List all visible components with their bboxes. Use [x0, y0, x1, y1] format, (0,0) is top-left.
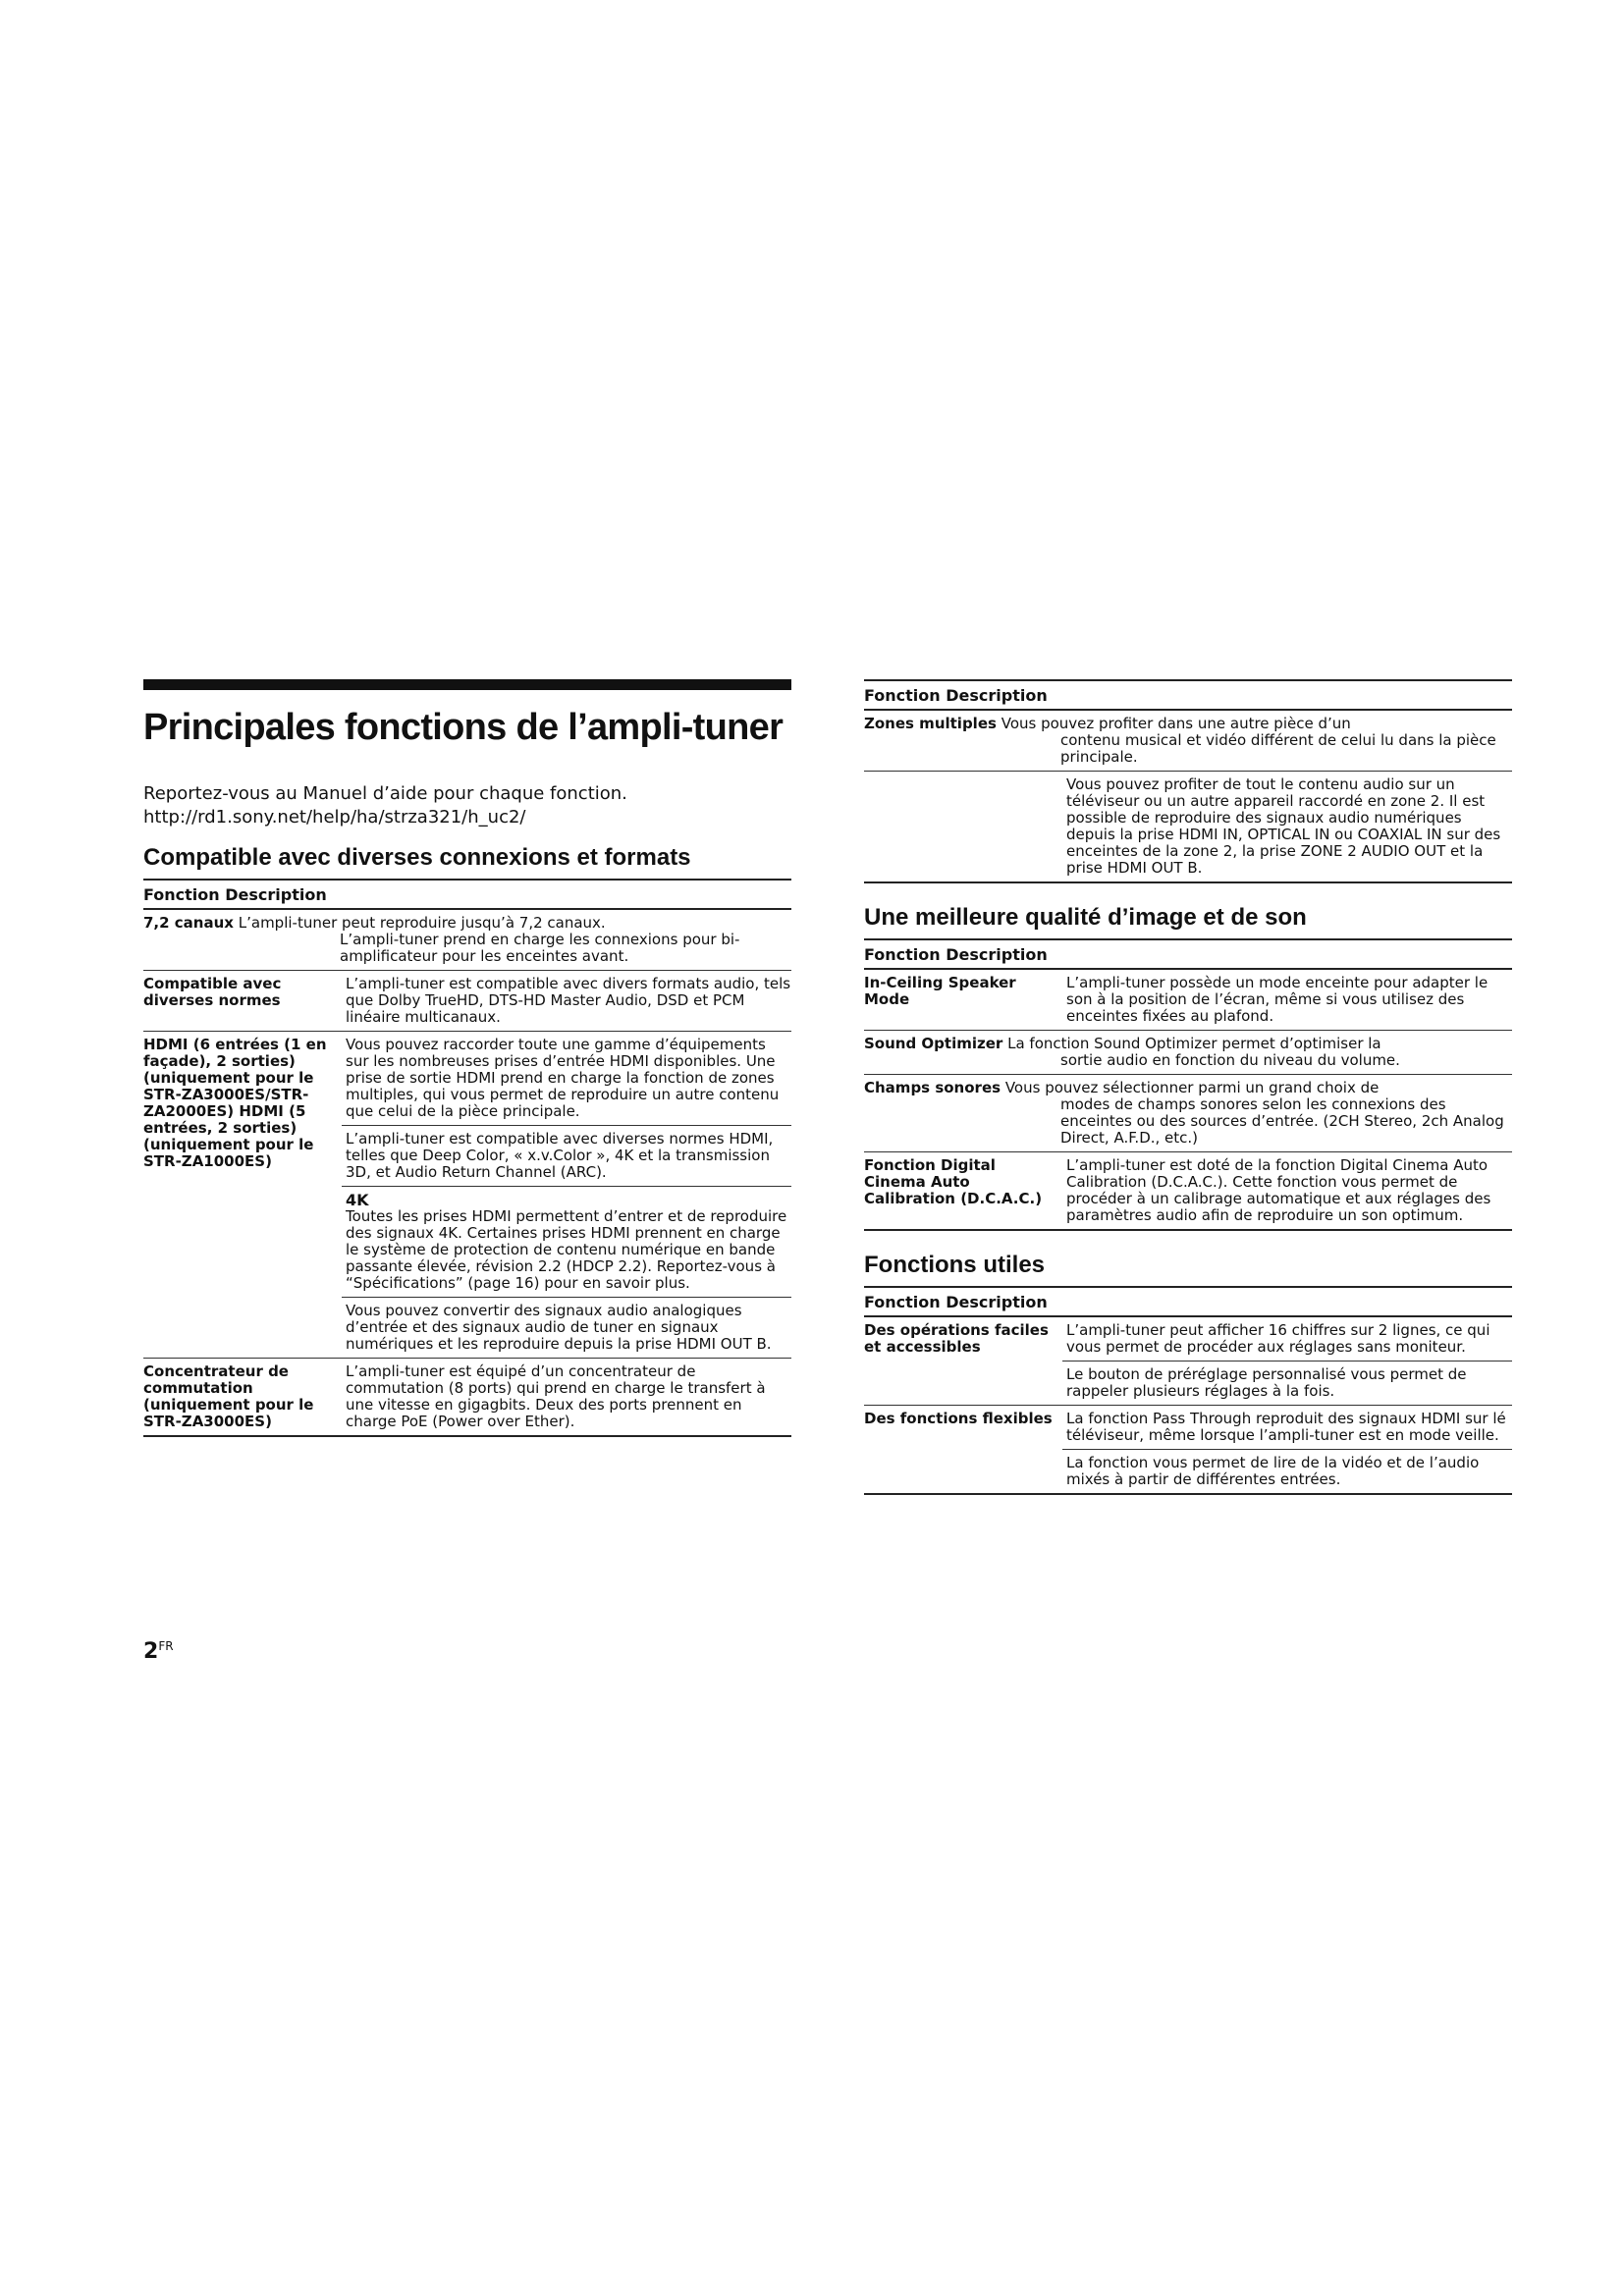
function-desc: L’ampli-tuner possède un mode enceinte pour adapter le son à la position de l’écran, même si vous utilisez des enceintes fixées au plafond.: [1062, 969, 1512, 1031]
table-row: [143, 1032, 791, 1126]
function-desc: L’ampli-tuner est compatible avec diverses normes HDMI, telles que Deep Color, « x.v.Color », 4K et la transmission 3D, et Audio Return Channel (ARC).: [342, 1126, 791, 1187]
function-name: HDMI (6 entrées (1 en façade), 2 sorties) (uniquement pour le STR-ZA3000ES/STR-ZA2000ES) HDMI (5 entrées, 2 sorties) (uniquement pour le STR-ZA1000ES): [143, 1032, 342, 1359]
function-name: 7,2 canaux: [143, 914, 234, 932]
table-row: [864, 1031, 1512, 1075]
section-title-qualite: Une meilleure qualité d’image et de son: [864, 904, 1307, 931]
table-header: Fonction Description: [864, 1287, 1512, 1316]
row-optimizer: [864, 1031, 1512, 1075]
function-desc: Vous pouvez raccorder toute une gamme d’équipements sur les nombreuses prises d’entrée HDMI disponibles. Une prise de sortie HDMI prend en charge la fonction de zones multiples, qui vous permet de reproduire un autre contenu que celui de la pièce principale.: [342, 1032, 791, 1126]
table-row: [864, 1152, 1512, 1231]
function-desc: Toutes les prises HDMI permettent d’entrer et de reproduire des signaux 4K. Certaines prises HDMI prennent en charge le système de protection de contenu numérique en bande passante élevée, révision 2.2 (HDCP 2.2). Reportez-vous à “Spécifications” (page 16) pour en savoir plus.: [346, 1207, 787, 1292]
table-header: Fonction Description: [864, 939, 1512, 969]
function-desc: L’ampli-tuner est doté de la fonction Digital Cinema Auto Calibration (D.C.A.C.). Cette fonction vous permet de procéder à un calibrage automatique et aux réglages des paramètres audio afin de reproduire un son optimum.: [1062, 1152, 1512, 1231]
function-name-empty: [864, 772, 1062, 883]
functions-table-zones: [864, 679, 1512, 883]
table-header: Fonction Description: [864, 680, 1512, 710]
function-name: Des opérations faciles et accessibles: [864, 1316, 1062, 1406]
table-row: [864, 772, 1512, 883]
table-row: [864, 710, 1512, 772]
function-desc: La fonction vous permet de lire de la vidéo et de l’audio mixés à partir de différentes entrées.: [1062, 1450, 1512, 1495]
function-name: Des fonctions flexibles: [864, 1406, 1062, 1495]
section-title-connexions: Compatible avec diverses connexions et formats: [143, 844, 691, 871]
table-row: [143, 909, 791, 971]
function-desc: Le bouton de préréglage personnalisé vous permet de rappeler plusieurs réglages à la fois.: [1062, 1362, 1512, 1406]
table-row: [143, 971, 791, 1032]
function-desc: L’ampli-tuner peut reproduire jusqu’à 7,2 canaux.: [238, 914, 606, 932]
title-rule: [143, 679, 791, 690]
page-number: [143, 1639, 174, 1664]
table-header: Fonction Description: [143, 880, 791, 909]
function-name: Compatible avec diverses normes: [143, 971, 342, 1032]
function-desc: L’ampli-tuner est compatible avec divers formats audio, tels que Dolby TrueHD, DTS-HD Master Audio, DSD et PCM linéaire multicanaux.: [342, 971, 791, 1032]
function-name: Concentrateur de commutation (uniquement pour le STR-ZA3000ES): [143, 1359, 342, 1437]
row-champs: [864, 1075, 1512, 1152]
function-name: Zones multiples: [864, 715, 997, 732]
function-desc: Vous pouvez profiter de tout le contenu audio sur un téléviseur ou un autre appareil raccordé en zone 2. Il est possible de reproduire des signaux audio numériques depuis la prise HDMI IN, OPTICAL IN ou COAXIAL IN sur des enceintes de la zone 2, la prise ZONE 2 AUDIO OUT et la prise HDMI OUT B.: [1062, 772, 1512, 883]
function-desc: La fonction Pass Through reproduit des signaux HDMI sur lé téléviseur, même lorsque l’ampli-tuner est en mode veille.: [1062, 1406, 1512, 1450]
function-desc-cont: contenu musical et vidéo différent de celui lu dans la pièce principale.: [1060, 731, 1496, 766]
functions-table-utiles: [864, 1286, 1512, 1495]
function-name: Sound Optimizer: [864, 1035, 1003, 1052]
function-desc-cont: modes de champs sonores selon les connexions des enceintes ou des sources d’entrée. (2CH Stereo, 2ch Analog Direct, A.F.D., etc.): [1060, 1095, 1504, 1147]
help-url: http://rd1.sony.net/help/ha/strza321/h_uc2/: [143, 807, 526, 828]
table-row: [864, 1075, 1512, 1152]
table-row: [864, 969, 1512, 1031]
intro-text: [143, 782, 791, 829]
function-desc: L’ampli-tuner est équipé d’un concentrateur de commutation (8 ports) qui prend en charge le transfert à une vitesse en gigagbits. Deux des ports prennent en charge PoE (Power over Ether).: [342, 1359, 791, 1437]
row-canaux: [143, 909, 791, 971]
subheading-4k: 4K: [346, 1191, 369, 1209]
page-language-suffix: FR: [158, 1639, 174, 1653]
function-name: Champs sonores: [864, 1079, 1001, 1096]
function-desc-4k: [342, 1187, 791, 1298]
function-desc: Vous pouvez sélectionner parmi un grand choix de: [1004, 1079, 1380, 1096]
table-row: [864, 1316, 1512, 1362]
table-row: [864, 1406, 1512, 1450]
function-desc: La fonction Sound Optimizer permet d’optimiser la: [1007, 1035, 1381, 1052]
row-zones: [864, 710, 1512, 772]
section-title-utiles: Fonctions utiles: [864, 1252, 1046, 1278]
function-name: In-Ceiling Speaker Mode: [864, 969, 1062, 1031]
page-number-value: 2: [143, 1639, 159, 1664]
page-title: Principales fonctions de l’ampli-tuner: [143, 707, 784, 748]
right-column: [864, 679, 1512, 1515]
left-column: [143, 679, 791, 1457]
function-name: Fonction Digital Cinema Auto Calibration (D.C.A.C.): [864, 1152, 1062, 1231]
intro-line: Reportez-vous au Manuel d’aide pour chaque fonction.: [143, 783, 627, 804]
functions-table-qualite: [864, 938, 1512, 1231]
function-desc: L’ampli-tuner peut afficher 16 chiffres sur 2 lignes, ce qui vous permet de procéder aux réglages sans moniteur.: [1062, 1316, 1512, 1362]
functions-table-connexions: [143, 879, 791, 1437]
table-row: [143, 1359, 791, 1437]
function-desc-cont: sortie audio en fonction du niveau du volume.: [1060, 1051, 1400, 1069]
function-desc-cont: L’ampli-tuner prend en charge les connexions pour bi-amplificateur pour les enceintes avant.: [340, 931, 740, 965]
function-desc: Vous pouvez profiter dans une autre pièce d’un: [1001, 715, 1351, 732]
function-desc: Vous pouvez convertir des signaux audio analogiques d’entrée et des signaux audio de tuner en signaux numériques et les reproduire depuis la prise HDMI OUT B.: [342, 1298, 791, 1359]
